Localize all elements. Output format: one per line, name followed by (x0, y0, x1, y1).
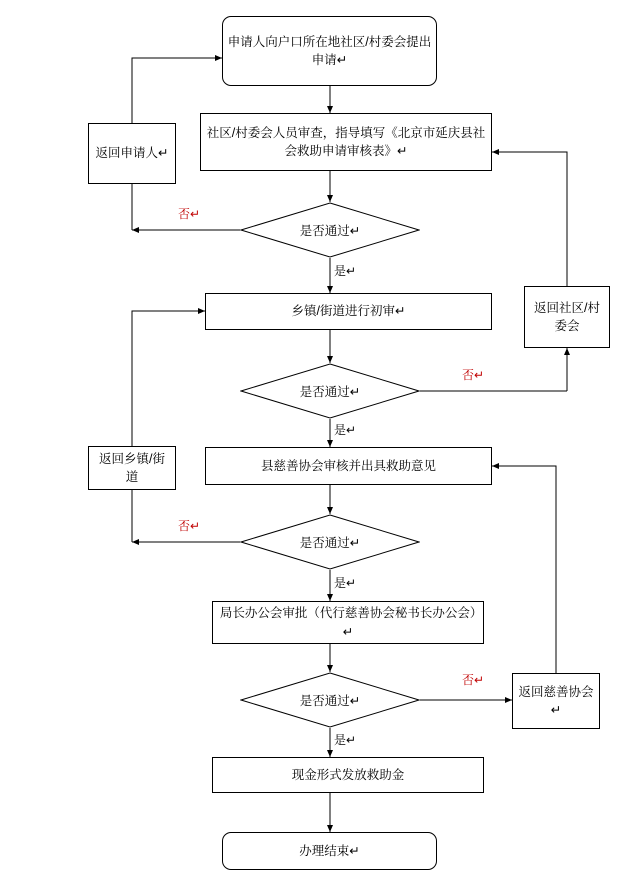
node-return-to-township (88, 446, 176, 490)
node-return-to-charity-association (512, 673, 600, 729)
node-label: 乡镇/街道进行初审↵ (291, 304, 406, 319)
edge-label-no-2: 否↵ (462, 368, 485, 382)
node-label: 返回社区/村委会 (534, 300, 600, 333)
decision-pass-3 (240, 514, 420, 570)
node-director-office-approval (212, 601, 484, 644)
node-return-to-applicant (88, 123, 176, 184)
node-community-review (200, 113, 492, 171)
node-return-to-community (524, 286, 610, 348)
edge-label-no-1: 否↵ (178, 207, 201, 221)
node-label: 办理结束↵ (299, 843, 360, 858)
node-charity-association-review (205, 447, 492, 485)
edge-label-yes-4: 是↵ (334, 733, 357, 747)
edge-label-yes-3: 是↵ (334, 576, 357, 590)
node-label: 申请人向户口所在地社区/村委会提出申请↵ (227, 34, 432, 67)
decision-pass-1 (240, 202, 420, 258)
decision-label: 是否通过↵ (299, 224, 361, 238)
node-label: 现金形式发放救助金 (291, 767, 405, 782)
node-cash-disbursement (212, 757, 484, 793)
decision-pass-4 (240, 672, 420, 728)
node-apply-to-community (222, 16, 437, 86)
node-label: 社区/村委会人员审查，指导填写《北京市延庆县社会救助申请审核表》↵ (206, 125, 486, 158)
node-label: 县慈善协会审核并出具救助意见 (260, 458, 436, 473)
node-label: 返回申请人↵ (95, 146, 169, 161)
decision-label: 是否通过↵ (299, 536, 361, 550)
node-label: 返回乡镇/街道 (99, 451, 165, 484)
node-process-end (222, 832, 437, 870)
edge-label-yes-2: 是↵ (334, 423, 357, 437)
decision-label: 是否通过↵ (299, 694, 361, 708)
edge-label-yes-1: 是↵ (334, 264, 357, 278)
edge-label-no-4: 否↵ (462, 673, 485, 687)
decision-pass-2 (240, 363, 420, 419)
node-label: 返回慈善协会↵ (518, 684, 594, 717)
node-township-first-review (205, 293, 492, 330)
edge-label-no-3: 否↵ (178, 519, 201, 533)
node-label: 局长办公会审批（代行慈善协会秘书长办公会）↵ (219, 606, 477, 639)
decision-label: 是否通过↵ (299, 385, 361, 399)
